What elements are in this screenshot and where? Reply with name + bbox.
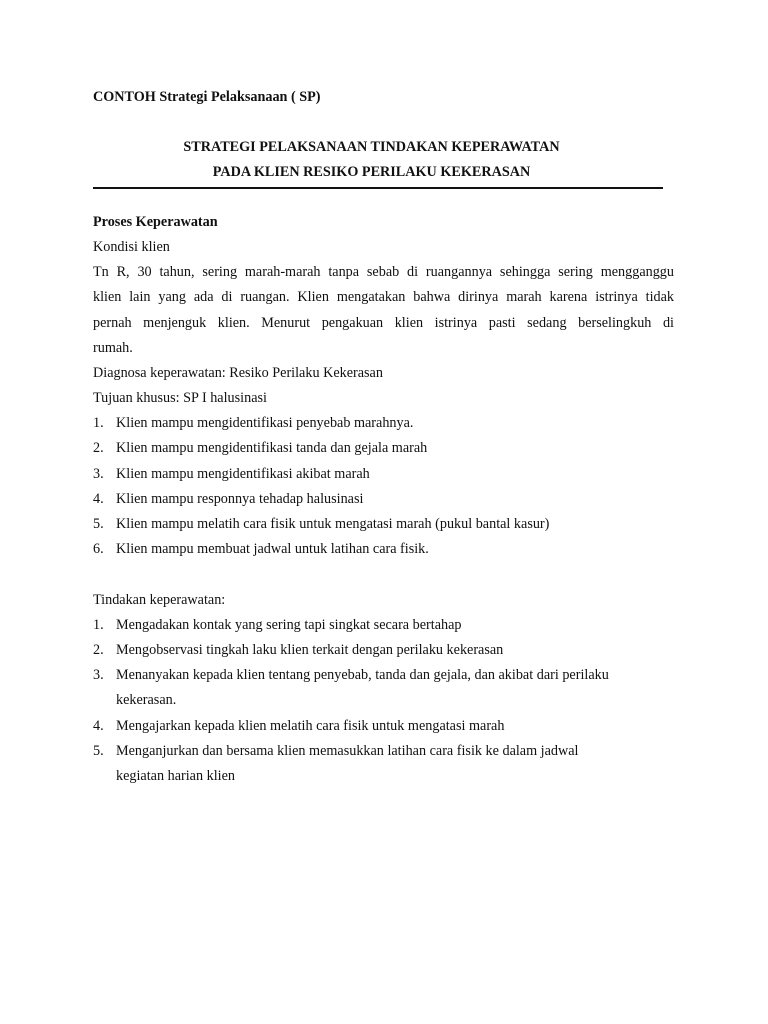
list-number: 4.: [93, 718, 104, 734]
list-number: 1.: [93, 617, 104, 633]
list-number: 1.: [93, 415, 104, 431]
list-item-continuation: [93, 767, 674, 785]
list-number: 3.: [93, 667, 104, 683]
list-item: [93, 414, 674, 432]
tujuan-label: Tujuan khusus: SP I halusinasi: [93, 390, 267, 406]
list-item: [93, 465, 674, 483]
list-item-text: Mengobservasi tingkah laku klien terkait dengan perilaku kekerasan: [116, 642, 504, 658]
list-item: [93, 490, 674, 508]
list-number: 6.: [93, 541, 104, 557]
list-item: [93, 666, 674, 684]
list-item-text: Klien mampu responnya tehadap halusinasi: [116, 491, 364, 507]
list-item-continuation: [93, 691, 674, 709]
kondisi-line-1: Tn R, 30 tahun, sering marah-marah tanpa sebab di ruangannya sehingga sering mengganggu: [93, 264, 674, 280]
list-item-text: Mengadakan kontak yang sering tapi singkat secara bertahap: [116, 617, 462, 633]
list-item: [93, 616, 674, 634]
list-item-text: Klien mampu mengidentifikasi tanda dan gejala marah: [116, 440, 428, 456]
kondisi-label: Kondisi klien: [93, 239, 170, 255]
list-item-text: Menanyakan kepada klien tentang penyebab, tanda dan gejala, dan akibat dari perilaku: [116, 667, 609, 683]
list-item: [93, 717, 674, 735]
list-number: 4.: [93, 491, 104, 507]
list-number: 3.: [93, 466, 104, 482]
document-title-line-1: STRATEGI PELAKSANAAN TINDAKAN KEPERAWATAN: [183, 139, 560, 155]
list-item-text: Klien mampu mengidentifikasi akibat marah: [116, 466, 370, 482]
document-title-line-2: PADA KLIEN RESIKO PERILAKU KEKERASAN: [212, 164, 531, 180]
list-item: [93, 742, 674, 760]
list-item-text: Klien mampu membuat jadwal untuk latihan cara fisik.: [116, 541, 429, 557]
list-number: 2.: [93, 642, 104, 658]
list-item: [93, 515, 674, 533]
kondisi-line-3: pernah menjenguk klien. Menurut pengakuan klien istrinya pasti sedang berselingkuh di: [93, 315, 674, 331]
list-item-text: kekerasan.: [116, 692, 177, 708]
list-item-text: kegiatan harian klien: [116, 768, 235, 784]
list-number: 5.: [93, 516, 104, 532]
kondisi-line-2: klien lain yang ada di ruangan. Klien mengatakan bahwa dirinya marah karena istrinya tidak: [93, 289, 674, 305]
list-item-text: Menganjurkan dan bersama klien memasukkan latihan cara fisik ke dalam jadwal: [116, 743, 579, 759]
tindakan-label: Tindakan keperawatan:: [93, 592, 226, 608]
section-heading: Proses Keperawatan: [93, 214, 218, 230]
contoh-title: CONTOH Strategi Pelaksanaan ( SP): [93, 89, 321, 105]
list-item-text: Klien mampu mengidentifikasi penyebab marahnya.: [116, 415, 414, 431]
list-number: 5.: [93, 743, 104, 759]
list-item-text: Klien mampu melatih cara fisik untuk mengatasi marah (pukul bantal kasur): [116, 516, 550, 532]
list-item-text: Mengajarkan kepada klien melatih cara fisik untuk mengatasi marah: [116, 718, 505, 734]
list-item: [93, 439, 674, 457]
kondisi-line-4: rumah.: [93, 340, 133, 356]
list-item: [93, 540, 674, 558]
title-divider: [93, 187, 663, 189]
list-number: 2.: [93, 440, 104, 456]
diagnosa-text: Diagnosa keperawatan: Resiko Perilaku Kekerasan: [93, 365, 383, 381]
list-item: [93, 641, 674, 659]
